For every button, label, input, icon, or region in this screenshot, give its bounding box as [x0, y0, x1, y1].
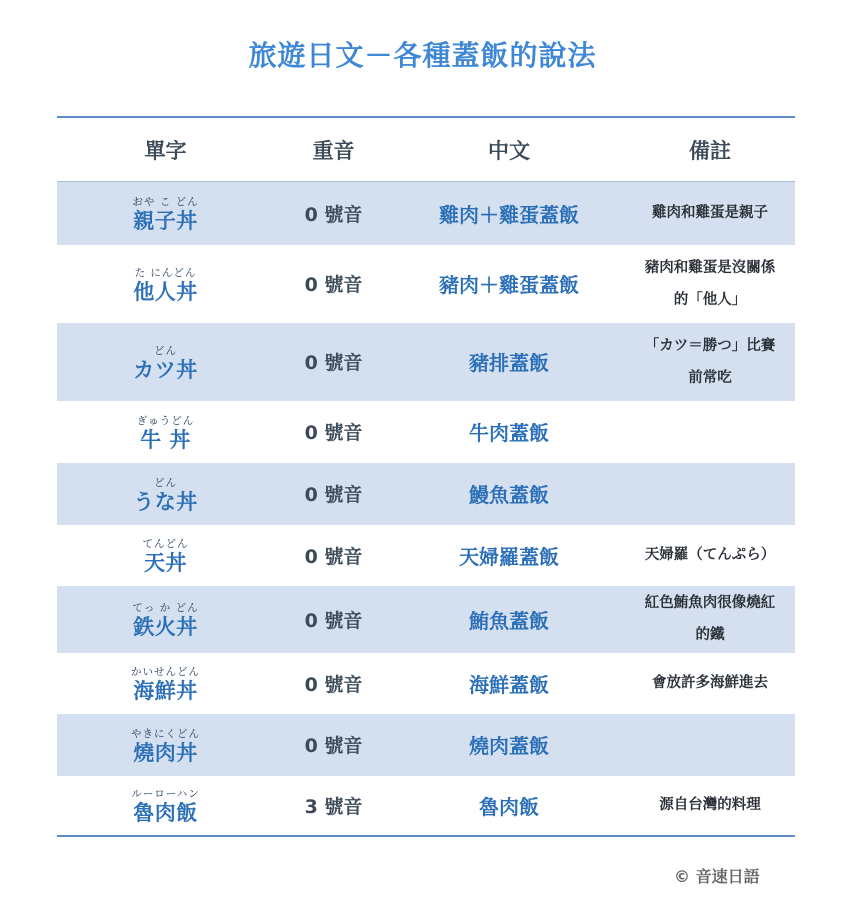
table-row [57, 463, 795, 525]
furigana: てっ か どん [132, 602, 199, 614]
meaning-cell [393, 401, 625, 463]
word-cell [57, 776, 274, 836]
accent-text: 3 號音 [304, 795, 363, 818]
accent-text: 0 號音 [304, 609, 363, 632]
meaning-cell [393, 776, 625, 836]
word-cell [57, 714, 274, 776]
word-kanji: 鉄火丼 [133, 615, 198, 639]
note-text: 「カツ＝勝つ」比賽前常吃 [644, 337, 776, 386]
furigana: かいせんどん [131, 666, 200, 678]
table-row [57, 323, 795, 401]
furigana: どん [154, 476, 177, 489]
word-with-furigana [131, 662, 200, 704]
note-cell [625, 182, 795, 245]
note-text: 會放許多海鮮進去 [652, 675, 768, 691]
table-row [57, 182, 795, 245]
meaning-cell [393, 245, 625, 323]
table-header-row [57, 117, 795, 182]
copyright-text: © 音速日語 [674, 867, 760, 886]
accent-text: 0 號音 [304, 352, 363, 374]
word-cell [57, 463, 274, 525]
page-title: 旅遊日文－各種蓋飯的說法 [248, 39, 597, 72]
accent-cell [274, 714, 393, 776]
meaning-cell [393, 323, 625, 401]
note-text: 雞肉和雞蛋是親子 [652, 205, 768, 222]
meaning-text: 魯肉飯 [479, 794, 539, 819]
note-text: 源自台灣的料理 [659, 797, 761, 813]
word-with-furigana [133, 341, 198, 383]
word-with-furigana [131, 784, 199, 826]
accent-text: 0 號音 [304, 484, 363, 506]
table-row [57, 525, 795, 586]
word-kanji: 海鮮丼 [133, 679, 198, 703]
word-with-furigana [133, 473, 198, 515]
meaning-text: 天婦羅蓋飯 [459, 544, 559, 569]
meaning-text: 海鮮蓋飯 [469, 672, 549, 697]
meaning-text: 豬肉＋雞蛋蓋飯 [439, 273, 579, 297]
word-cell [57, 586, 274, 653]
note-text: 紅色鮪魚肉很像燒紅的鐵 [644, 595, 776, 643]
meaning-cell [393, 653, 625, 714]
note-text: 豬肉和雞蛋是沒關係的「他人」 [644, 259, 776, 308]
word-cell [57, 401, 274, 463]
note-cell [625, 525, 795, 586]
word-cell [57, 182, 274, 245]
header-word: 單字 [57, 117, 274, 182]
furigana: ぎゅうどん [136, 414, 195, 427]
accent-cell [274, 776, 393, 836]
table-row [57, 245, 795, 323]
accent-cell [274, 653, 393, 714]
meaning-cell [393, 463, 625, 525]
accent-text: 0 號音 [304, 673, 363, 696]
accent-cell [274, 463, 393, 525]
vocab-table [57, 116, 795, 837]
header-chinese: 中文 [393, 117, 625, 182]
word-cell [57, 653, 274, 714]
furigana: やきにくどん [131, 727, 200, 740]
accent-cell [274, 323, 393, 401]
furigana: た にんどん [134, 266, 197, 279]
accent-cell [274, 525, 393, 586]
accent-cell [274, 245, 393, 323]
furigana: てんどん [142, 538, 189, 550]
word-kanji: 親子丼 [133, 209, 198, 234]
note-cell [625, 714, 795, 776]
accent-text: 0 號音 [304, 203, 363, 226]
note-cell [625, 776, 795, 836]
meaning-text: 豬排蓋飯 [469, 351, 549, 375]
accent-text: 0 號音 [304, 274, 363, 296]
accent-cell [274, 182, 393, 245]
note-cell [625, 463, 795, 525]
note-cell [625, 245, 795, 323]
word-kanji: 燒肉丼 [133, 740, 198, 765]
word-kanji: 他人丼 [133, 279, 198, 304]
note-cell [625, 586, 795, 653]
header-note: 備註 [625, 117, 795, 182]
word-cell [57, 245, 274, 323]
note-cell [625, 653, 795, 714]
furigana: どん [154, 344, 177, 357]
meaning-text: 鰻魚蓋飯 [469, 483, 549, 507]
word-with-furigana [132, 598, 198, 640]
accent-text: 0 號音 [304, 735, 363, 757]
word-with-furigana [143, 534, 189, 576]
word-cell [57, 323, 274, 401]
word-kanji: カツ丼 [133, 357, 198, 382]
accent-text: 0 號音 [304, 422, 363, 444]
table-row [57, 586, 795, 653]
table-body [57, 182, 795, 836]
furigana: おや こ どん [132, 196, 199, 209]
meaning-text: 雞肉＋雞蛋蓋飯 [439, 202, 579, 227]
accent-text: 0 號音 [304, 545, 363, 568]
word-with-furigana [133, 263, 198, 305]
word-with-furigana [132, 192, 198, 234]
table-row [57, 401, 795, 463]
header-accent: 重音 [274, 117, 393, 182]
furigana: ルーローハン [131, 788, 200, 800]
note-cell [625, 323, 795, 401]
accent-cell [274, 401, 393, 463]
meaning-text: 鮪魚蓋飯 [469, 608, 549, 633]
meaning-cell [393, 586, 625, 653]
word-kanji: 牛 丼 [140, 427, 191, 452]
word-with-furigana [137, 411, 195, 453]
meaning-text: 燒肉蓋飯 [469, 734, 549, 758]
word-kanji: うな丼 [133, 489, 198, 514]
word-with-furigana [131, 724, 200, 766]
accent-cell [274, 586, 393, 653]
meaning-cell [393, 525, 625, 586]
note-text: 天婦羅（てんぷら） [644, 547, 776, 563]
table-row [57, 776, 795, 836]
meaning-cell [393, 182, 625, 245]
word-cell [57, 525, 274, 586]
meaning-text: 牛肉蓋飯 [469, 421, 549, 445]
word-kanji: 天丼 [144, 551, 187, 575]
table-row [57, 653, 795, 714]
table-row [57, 714, 795, 776]
word-kanji: 魯肉飯 [133, 801, 198, 825]
note-cell [625, 401, 795, 463]
meaning-cell [393, 714, 625, 776]
